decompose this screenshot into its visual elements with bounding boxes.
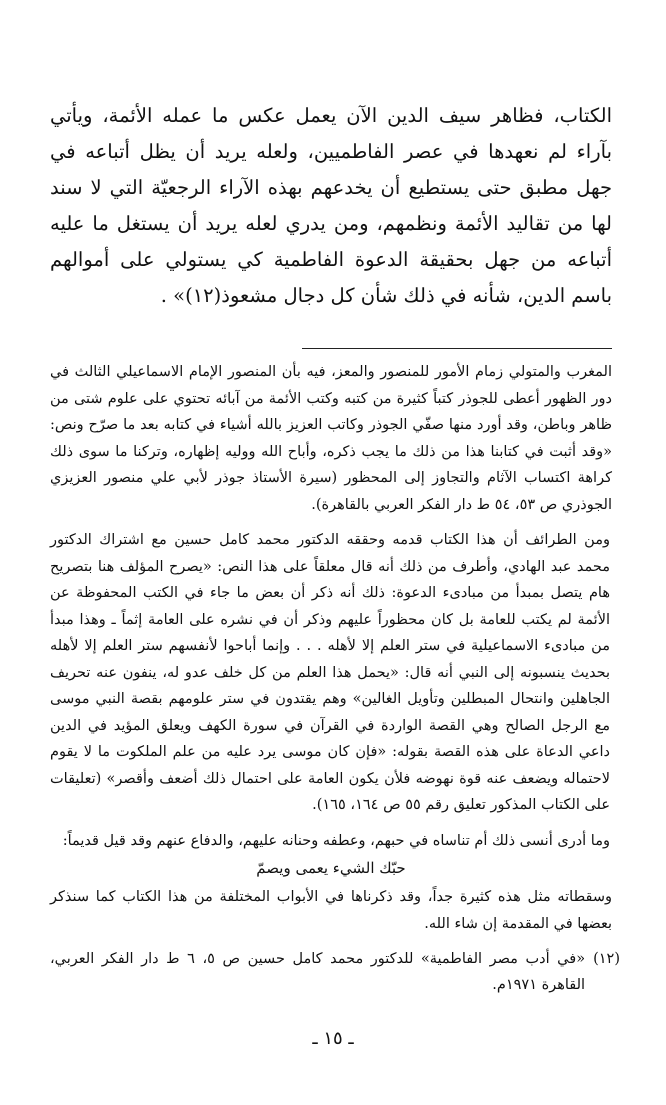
footnote-continuation: المغرب والمتولي زمام الأمور للمنصور والمعز، فيه بأن المنصور الإمام الاسماعيلي الثالث في دور الظهور أعطى للجوذر كتباً كثيرة من كتبه وكتب الأئمة من آبائه تحتوي على علوم شتى من ظاهر وباطن، وقد أورد منها صفّي الجوذر وكاتب العزيز بالله أشياء في كتابه بعد ما صرّح ونص: «وقد أثبت في كتابنا هذا من ذلك ما يجب ذكره، وأباح الله ووليه إظهاره، وتركنا ما سوى ذلك كراهة اكتساب الآثام والتجاوز إلى المحظور (سيرة الأستاذ جوذر لأبي علي منصور العزيزي الجوذري ص ٥٣، ٥٤ ط دار الفكر العربي بالقاهرة).	[50, 364, 612, 513]
footnote-paragraph-3: وما أدرى أنسى ذلك أم تناساه في حبهم، وعطفه وحنانه عليهم، والدفاع عنهم وقد قيل قديماً:	[62, 832, 610, 849]
main-paragraph: الكتاب، فظاهر سيف الدين الآن يعمل عكس ما عمله الأئمة، ويأتي بآراء لم نعهدها في عصر الفاطميين، ولعله يريد أن يظل أتباعه في جهل مطبق حتى يستطيع أن يخدعهم بهذه الآراء الرجعيّة التي لا سند لها من تقاليد الأئمة ونظمهم، ومن يدري لعله يريد أن يستغل ما عليه أتباعه من جهل بحقيقة الدعوة الفاطمية كي يستولي على أموالهم باسم الدين، شأنه في ذلك شأن كل دجال مشعوذ(١٢)» .	[50, 104, 612, 307]
footnotes	[50, 359, 620, 998]
page-number: ـ ١٥ ـ	[312, 1028, 354, 1049]
footnote-12-number: (١٢)	[593, 951, 620, 967]
main-text	[50, 98, 612, 314]
footnote-paragraph-2: ومن الطرائف أن هذا الكتاب قدمه وحققه الدكتور محمد كامل حسين مع اشتراك الدكتور محمد عبد الهادي، وأطرف من ذلك أنه قال معلقاً على هذا النص: «يصرح المؤلف هنا بتصريح هام يتصل بمبدأ من مبادىء الدعوة: ذلك أنه ذكر أن بعض ما جاء في الكتب المحفوظة عن الأئمة لم يكتب للعامة بل كان محظوراً عليهم وذكر أن في نشره على العامة إثماً ـ وهذا مبدأ من مبادىء الاسماعيلية في ستر العلم إلا لأهله . . . وإنما أباحوا لأنفسهم ستر العلم إلا لأهله بحديث ينسبونه إلى النبي أنه قال: «يحمل هذا العلم من كل خلف عدو له، ينفون عنه تحريف الجاهلين وانتحال المبطلين وتأويل الغالين» وهم يقتدون في ستر علومهم بقصة النبي موسى مع الرجل الصالح وهي القصة الواردة في القرآن في سورة الكهف ويعلق المؤيد في الدين داعي الدعاة على هذه القصة بقوله: «فإن كان موسى يرد عليه من علم الملكوت ما لا يقوم لاحتماله ويضعف عنه قوة نهوضه فلأن يكون العامة على احتمال ذلك أضعف وأقصر» (تعليقات على الكتاب المذكور تعليق رقم ٥٥ ص ١٦٤، ١٦٥).	[50, 532, 610, 813]
footnote-separator	[302, 348, 612, 349]
footnote-12	[50, 946, 620, 998]
footnote-verse: حبّك الشيء يعمى ويصمّ	[256, 859, 406, 877]
footnote-paragraph-4: وسقطاته مثل هذه كثيرة جداً، وقد ذكرناها في الأبواب المختلفة من هذا الكتاب كما سنذكر بعضها في المقدمة إن شاء الله.	[50, 889, 612, 932]
footnote-12-text: «في أدب مصر الفاطمية» للدكتور محمد كامل حسين ص ٥، ٦ ط دار الفكر العربي، القاهرة ١٩٧١م.	[50, 951, 586, 993]
